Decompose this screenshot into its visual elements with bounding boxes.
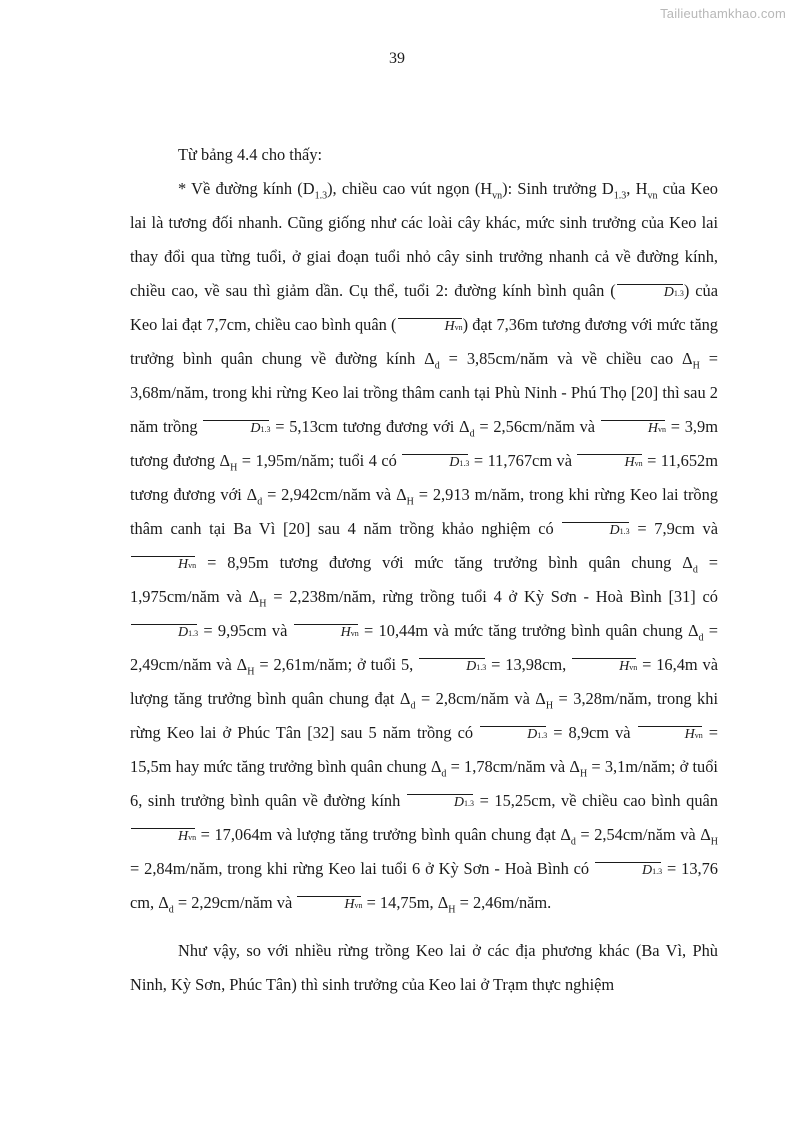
mean-height-symbol: Hvn [293,624,359,640]
mean-diameter-symbol: D1.3 [616,284,684,300]
mean-height-symbol: Hvn [397,318,463,334]
mean-diameter-symbol: D1.3 [479,726,547,742]
intro-line: Từ bảng 4.4 cho thấy: [178,145,323,164]
mean-diameter-symbol: D1.3 [594,862,662,878]
mean-height-symbol: Hvn [130,828,196,844]
page-number: 39 [389,50,405,67]
mean-diameter-symbol: D1.3 [401,454,469,470]
mean-diameter-symbol: D1.3 [406,794,474,810]
mean-height-symbol: Hvn [571,658,637,674]
paragraph-comparison: Như vậy, so với nhiều rừng trồng Keo lai ở các địa phương khác (Ba Vì, Phù Ninh, Kỳ Sơn, Phúc Tân) thì sinh trưởng của Keo lai ở Trạm thực nghiệm [130,941,718,994]
mean-diameter-symbol: D1.3 [202,420,270,436]
document-body [130,138,718,1002]
mean-diameter-symbol: D1.3 [130,624,198,640]
mean-diameter-symbol: D1.3 [561,522,629,538]
mean-diameter-symbol: D1.3 [418,658,486,674]
paragraph-growth-analysis: * Về đường kính $(D_{1.3})$, chiều cao vút ngọn $(H_{vn})$: Sinh trưởng $D_{1.3}$, $H_{vn}$ của Keo lai là tương đối nhanh. Cũng giống như các loài cây khác, mức sinh trưởng của Keo lai thay đổi qua từng tuổi, ở giai đoạn tuổi nhỏ cây sinh trưởng nhanh cả về đường kính, chiều cao, về sau thì giảm dần. Cụ thể, tuổi 2: đường kính bình quân ( D1.3) của Keo lai đạt 7,7cm, chiều cao bình quân ( Hvn) đạt 7,36m tương đương với mức tăng trưởng bình quân chung về đường kính $\Delta_d$ = 3,85cm/năm và về chiều cao $\Delta_H$ = 3,68m/năm, trong khi rừng Keo lai trồng thâm canh tại Phù Ninh - Phú Thọ [20] thì sau 2 năm trồng D1.3 = 5,13cm tương đương với $\Delta_d$ = 2,56cm/năm và Hvn = 3,9m tương đương $\Delta_H$ = 1,95m/năm; tuổi 4 có D1.3 = 11,767cm và Hvn = 11,652m tương đương với $\Delta_d$ = 2,942cm/năm và $\Delta_H = 2,913$ m/năm, trong khi rừng Keo lai trồng thâm canh tại Ba Vì [20] sau 4 năm trồng khảo nghiệm có D1.3 = 7,9cm và Hvn = 8,95m tương đương với mức tăng trưởng bình quân chung $\Delta_d$ = 1,975cm/năm và $\Delta_H$ = 2,238m/năm, rừng trồng tuổi 4 ở Kỳ Sơn - Hoà Bình [31] có D1.3 = 9,95cm và Hvn = 10,44m và mức tăng trưởng bình quân chung $\Delta_d$ = 2,49cm/năm và $\Delta_H$ = 2,61m/năm; ở tuổi 5, D1.3 = 13,98cm, Hvn = 16,4m và lượng tăng trưởng bình quân chung đạt $\Delta_d$ = 2,8cm/năm và $\Delta_H$ = 3,28m/năm, trong khi rừng Keo lai ở Phúc Tân [32] sau 5 năm trồng có D1.3 = 8,9cm và Hvn = 15,5m hay mức tăng trưởng bình quân chung $\Delta_d$ = 1,78cm/năm và $\Delta_H$ = 3,1m/năm; ở tuổi 6, sinh trưởng bình quân về đường kính D1.3 = 15,25cm, về chiều cao bình quân Hvn = 17,064m và lượng tăng trưởng bình quân chung đạt $\Delta_d$ = 2,54cm/năm và $\Delta_H$ = 2,84m/năm, trong khi rừng Keo lai tuổi 6 ở Kỳ Sơn - Hoà Bình có D1.3 = 13,76 cm, $\Delta_d$ = 2,29cm/năm và Hvn = 14,75m, $\Delta_H$ = 2,46m/năm. [130,179,719,916]
mean-height-symbol: Hvn [130,556,196,572]
mean-height-symbol: Hvn [576,454,642,470]
watermark: Tailieuthamkhao.com [660,6,786,21]
mean-height-symbol: Hvn [296,896,362,912]
mean-height-symbol: Hvn [637,726,703,742]
mean-height-symbol: Hvn [600,420,666,436]
